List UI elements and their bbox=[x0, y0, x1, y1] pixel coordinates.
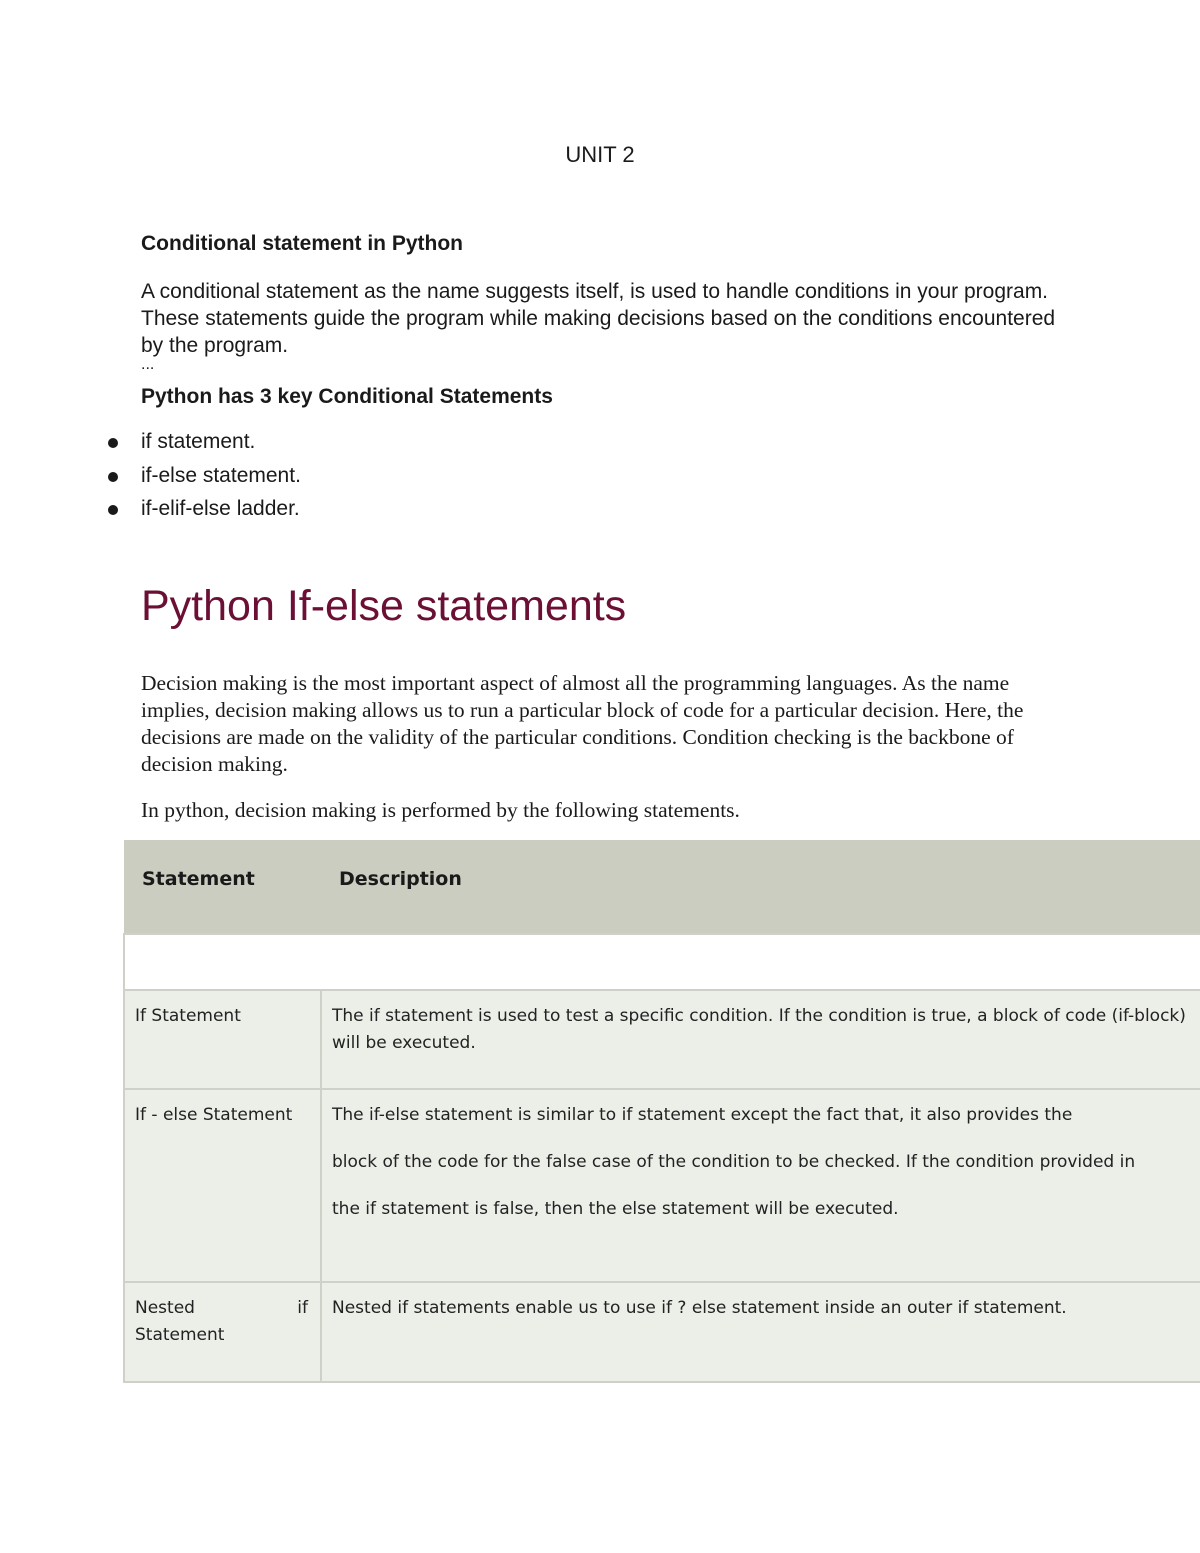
table-blank-row bbox=[124, 934, 1200, 990]
list-item bbox=[0, 462, 301, 496]
section-title: Conditional statement in Python bbox=[141, 232, 464, 255]
table-row bbox=[124, 1089, 1200, 1282]
description-line: the if statement is false, then the else statement will be executed. bbox=[332, 1199, 899, 1219]
table-row bbox=[124, 1282, 1200, 1382]
statement-cell bbox=[124, 1282, 321, 1382]
description-cell bbox=[321, 990, 1200, 1089]
statement-cell: If Statement bbox=[124, 990, 321, 1089]
description-line: The if-else statement is similar to if statement except the fact that, it also provides the bbox=[332, 1105, 1073, 1125]
list-item-label: if-elif-else ladder. bbox=[141, 497, 300, 520]
list-item-label: if statement. bbox=[141, 430, 256, 453]
if-else-heading: Python If-else statements bbox=[141, 582, 627, 630]
description-cell bbox=[321, 1089, 1200, 1282]
table-row bbox=[124, 990, 1200, 1089]
unit-heading: UNIT 2 bbox=[565, 142, 635, 167]
statement-table bbox=[123, 840, 1200, 1383]
list-item bbox=[0, 428, 301, 462]
list-item bbox=[0, 495, 301, 529]
bullet-icon bbox=[108, 472, 118, 482]
conditional-statements-list bbox=[0, 428, 301, 529]
description-line: block of the code for the false case of the condition to be checked. If the condition provided in bbox=[332, 1152, 1136, 1172]
statement-cell-word: if bbox=[297, 1298, 308, 1318]
statement-cell: If - else Statement bbox=[124, 1089, 321, 1282]
bullet-icon bbox=[108, 438, 118, 448]
description-cell bbox=[321, 1282, 1200, 1382]
column-header-description: Description bbox=[339, 868, 462, 890]
bullet-icon bbox=[108, 505, 118, 515]
list-item-label: if-else statement. bbox=[141, 463, 301, 487]
key-statements-title: Python has 3 key Conditional Statements bbox=[141, 385, 553, 408]
description-line: Nested if statements enable us to use if ? else statement inside an outer if statement. bbox=[332, 1298, 1067, 1318]
column-header-statement: Statement bbox=[142, 868, 255, 890]
blank-cell bbox=[124, 934, 1200, 990]
statement-cell-word: Nested bbox=[135, 1298, 195, 1318]
description-line: The if statement is used to test a specific condition. If the condition is true, a block of code (if-block) will be executed. bbox=[332, 1006, 1186, 1053]
intro-paragraph: A conditional statement as the name suggests itself, is used to handle conditions in your program. These statements guide the program while making decisions based on the conditions encountered by the program. bbox=[141, 280, 1056, 357]
decision-paragraph: Decision making is the most important aspect of almost all the programming languages. As the name implies, decision making allows us to run a particular block of code for a particular decision. Here, the decisions are made on the validity of the particular conditions. Condition checking is the backbone of decision making. bbox=[141, 671, 1024, 776]
ellipsis: ... bbox=[141, 356, 155, 373]
performed-paragraph: In python, decision making is performed by the following statements. bbox=[141, 798, 740, 822]
table-header-row bbox=[124, 840, 1200, 934]
statement-cell-word: Statement bbox=[135, 1325, 225, 1345]
